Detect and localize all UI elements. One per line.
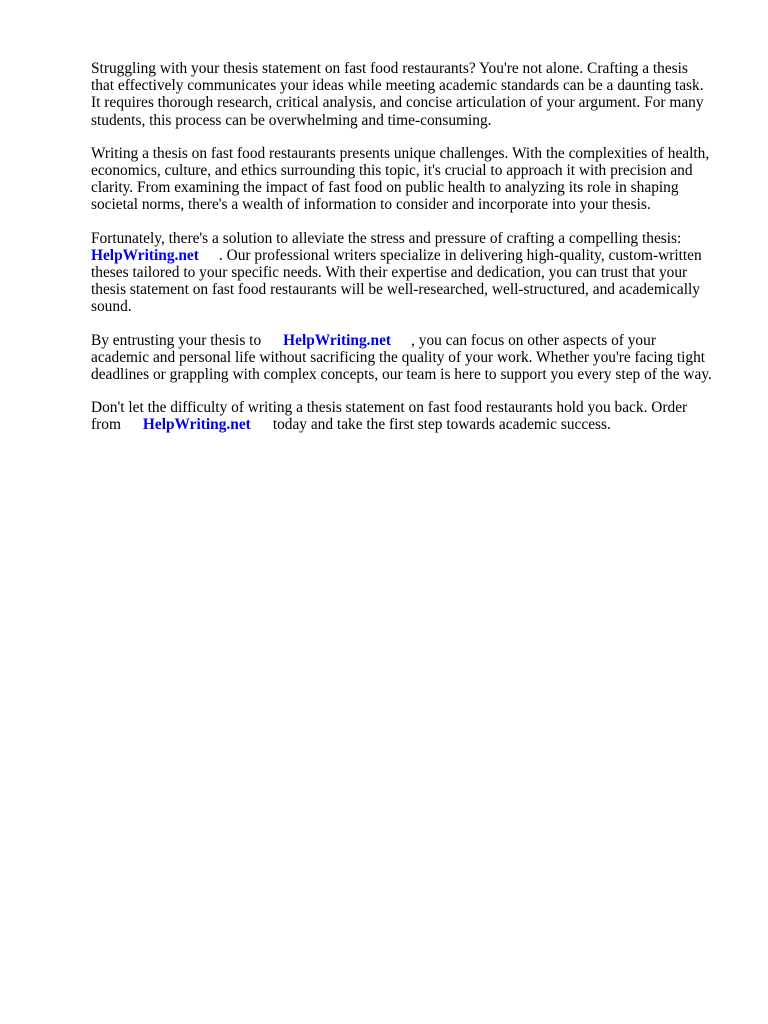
text-line: theses tailored to your specific needs. With their expertise and dedication, you can trust that your <box>91 264 688 282</box>
text-line <box>91 332 731 349</box>
paragraph-3 <box>91 230 731 316</box>
text-line: clarity. From examining the impact of fast food on public health to analyzing its role in shaping <box>91 179 679 197</box>
text-segment: from <box>91 416 121 434</box>
text-line: sound. <box>91 298 132 316</box>
text-line: academic and personal life without sacrificing the quality of your work. Whether you're facing tight <box>91 348 706 366</box>
paragraph-1 <box>91 60 731 129</box>
text-line: societal norms, there's a wealth of information to consider and incorporate into your thesis. <box>91 196 651 214</box>
text-line <box>91 247 731 264</box>
text-line: Struggling with your thesis statement on fast food restaurants? You're not alone. Crafting a thesis <box>91 60 688 77</box>
paragraph-5 <box>91 399 731 433</box>
text-segment: today and take the first step towards academic success. <box>272 416 611 434</box>
helpwriting-link[interactable]: HelpWriting.net <box>142 416 251 434</box>
text-line: Fortunately, there's a solution to alleviate the stress and pressure of crafting a compelling thesis: <box>91 229 682 247</box>
text-line: deadlines or grappling with complex concepts, our team is here to support you every step of the way. <box>91 366 712 384</box>
text-line: thesis statement on fast food restaurants will be well-researched, well-structured, and academically <box>91 281 700 299</box>
text-line: students, this process can be overwhelming and time-consuming. <box>91 111 492 129</box>
text-line: that effectively communicates your ideas while meeting academic standards can be a daunting task. <box>91 77 704 95</box>
paragraph-2 <box>91 145 731 214</box>
text-segment: By entrusting your thesis to <box>91 331 262 349</box>
helpwriting-link[interactable]: HelpWriting.net <box>283 331 392 349</box>
text-line: Don't let the difficulty of writing a thesis statement on fast food restaurants hold you back. Order <box>91 399 688 417</box>
text-line: economics, culture, and ethics surrounding this topic, it's crucial to approach it with precision and <box>91 162 693 180</box>
paragraph-4 <box>91 332 731 384</box>
helpwriting-link[interactable]: HelpWriting.net <box>91 246 199 264</box>
text-segment: , you can focus on other aspects of your <box>411 331 656 349</box>
text-segment: . Our professional writers specialize in delivering high-quality, custom-written <box>218 246 702 264</box>
text-line: It requires thorough research, critical analysis, and concise articulation of your argument. For many <box>91 94 704 112</box>
text-line: Writing a thesis on fast food restaurants presents unique challenges. With the complexities of health, <box>91 144 710 162</box>
text-line <box>91 416 731 433</box>
document-body <box>91 60 731 450</box>
